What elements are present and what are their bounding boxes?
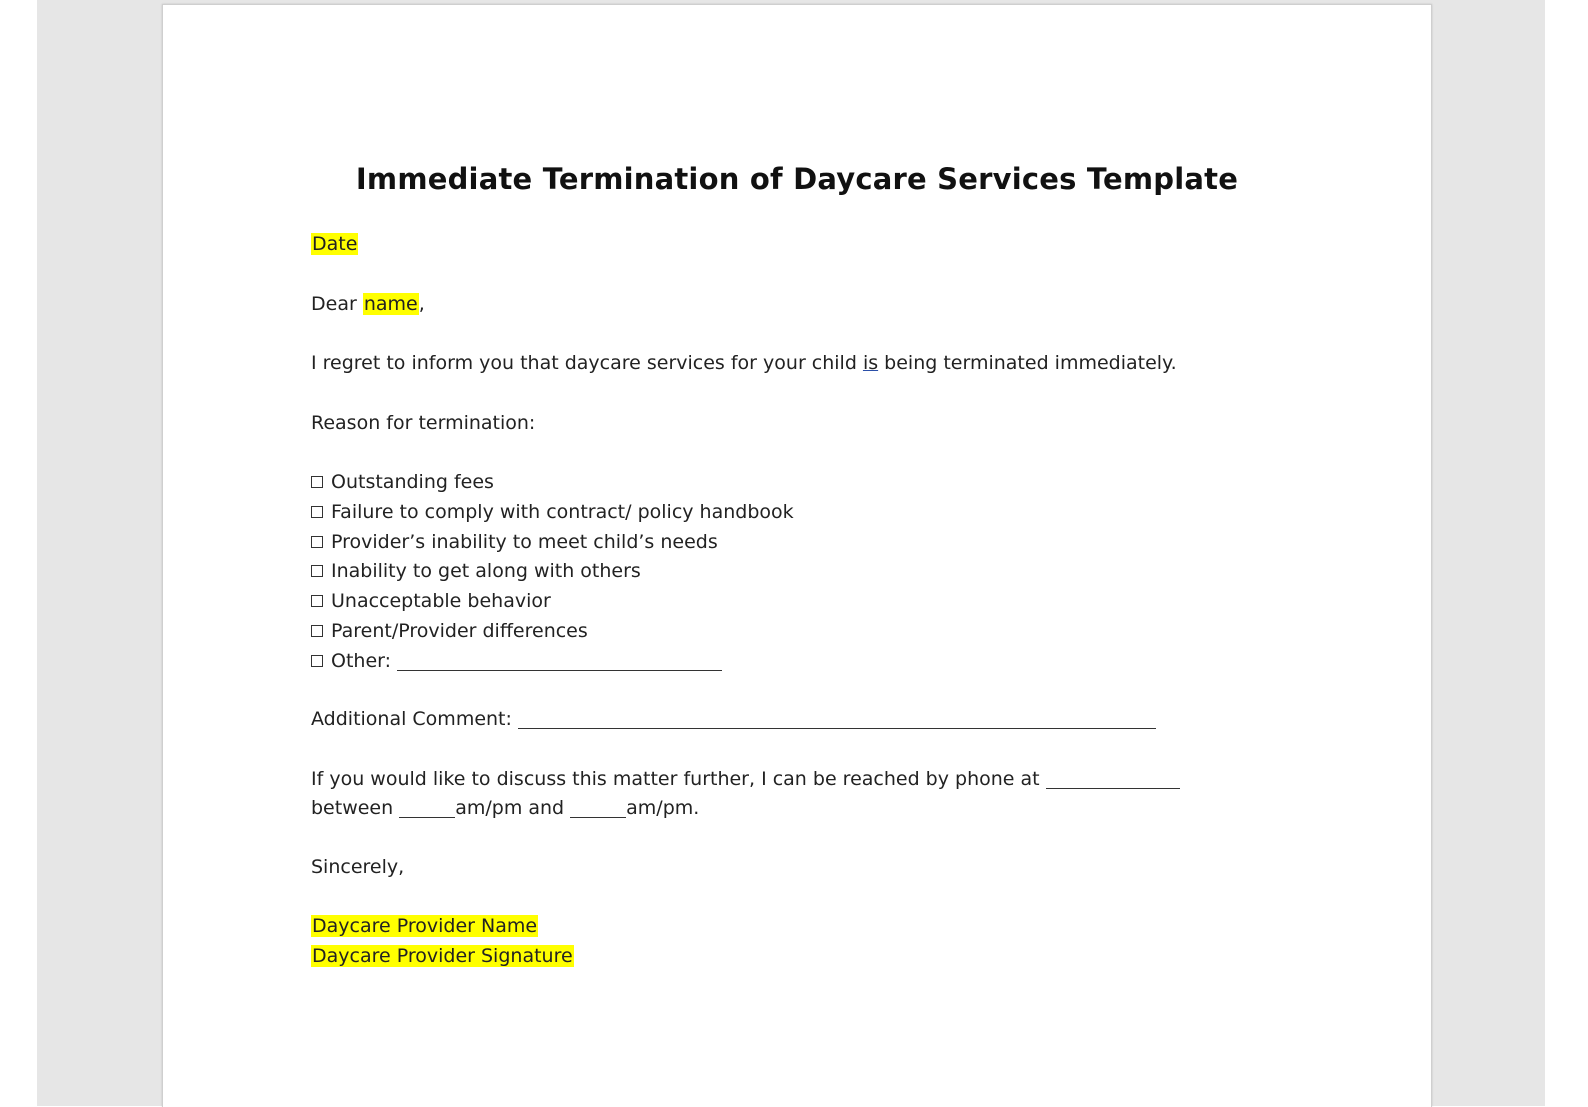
provider-signature-placeholder[interactable]: Daycare Provider Signature xyxy=(312,945,573,967)
salutation-name-placeholder[interactable]: name xyxy=(363,293,418,315)
grammar-flagged-word[interactable]: is xyxy=(862,352,879,374)
contact-line-1 xyxy=(311,767,1180,791)
reason-item xyxy=(311,500,794,524)
date-placeholder[interactable]: Date xyxy=(312,233,358,255)
checkbox[interactable] xyxy=(311,476,323,488)
reason-item xyxy=(311,589,551,613)
end-time-blank[interactable] xyxy=(570,799,626,818)
date-line xyxy=(311,232,358,256)
checkbox[interactable] xyxy=(311,655,323,667)
closing: Sincerely, xyxy=(311,856,405,878)
reason-label: Failure to comply with contract/ policy handbook xyxy=(331,501,794,523)
provider-name-line xyxy=(311,914,538,938)
contact-text: If you would like to discuss this matter further, I can be reached by phone at xyxy=(311,768,1046,790)
reason-label: Inability to get along with others xyxy=(331,560,641,582)
reason-item xyxy=(311,470,494,494)
document-page xyxy=(162,4,1432,1107)
reason-item xyxy=(311,619,588,643)
checkbox[interactable] xyxy=(311,595,323,607)
contact-line-2 xyxy=(311,796,699,820)
additional-comment-line xyxy=(311,707,1156,731)
additional-comment-blank[interactable] xyxy=(518,710,1156,729)
salutation-line xyxy=(311,292,425,316)
checkbox[interactable] xyxy=(311,565,323,577)
contact-between-text: between xyxy=(311,797,400,819)
reason-item xyxy=(311,530,718,554)
checkbox[interactable] xyxy=(311,625,323,637)
reason-label: Unacceptable behavior xyxy=(331,590,551,612)
checkbox[interactable] xyxy=(311,536,323,548)
additional-comment-label: Additional Comment: xyxy=(311,708,518,730)
ampm-and-text: am/pm and xyxy=(455,797,571,819)
intro-paragraph xyxy=(311,351,1177,375)
document-title: Immediate Termination of Daycare Services Template xyxy=(355,162,1239,196)
reason-label: Parent/Provider differences xyxy=(331,620,588,642)
checkbox[interactable] xyxy=(311,506,323,518)
intro-text-before: I regret to inform you that daycare services for your child xyxy=(311,352,863,374)
provider-name-placeholder[interactable]: Daycare Provider Name xyxy=(312,915,538,937)
salutation-prefix: Dear xyxy=(311,293,363,315)
ampm-end-text: am/pm. xyxy=(626,797,700,819)
reason-item xyxy=(311,559,641,583)
reason-item-other xyxy=(311,649,722,673)
reason-label: Outstanding fees xyxy=(331,471,494,493)
salutation-suffix: , xyxy=(418,293,425,315)
reason-heading: Reason for termination: xyxy=(311,412,536,434)
provider-signature-line xyxy=(311,944,574,968)
intro-text-after: being terminated immediately. xyxy=(878,352,1177,374)
reason-label: Provider’s inability to meet child’s needs xyxy=(331,531,718,553)
reason-label: Other: xyxy=(331,650,398,672)
start-time-blank[interactable] xyxy=(399,799,455,818)
phone-blank[interactable] xyxy=(1046,770,1180,789)
other-reason-blank[interactable] xyxy=(397,652,722,671)
